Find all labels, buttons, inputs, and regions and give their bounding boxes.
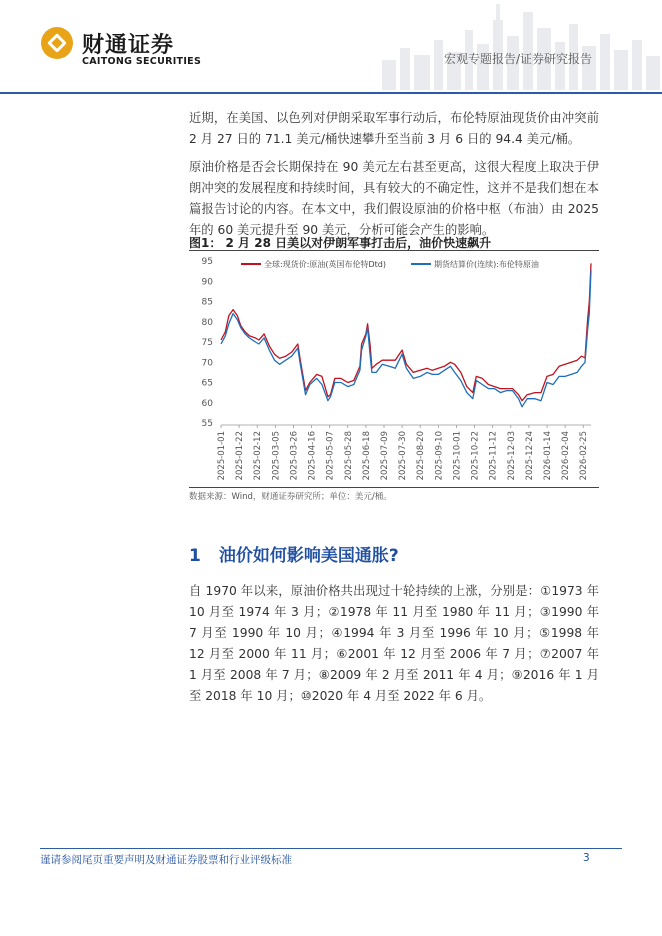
y-tick-label: 55 — [201, 419, 213, 429]
x-tick-label: 2026-01-14 — [543, 431, 554, 481]
y-tick-label: 85 — [201, 297, 213, 308]
x-tick-label: 2025-12-03 — [506, 431, 517, 481]
y-tick-label: 75 — [201, 338, 213, 348]
footer-disclaimer: 谨请参阅尾页重要声明及财通证券股票和行业评级标准 — [40, 854, 292, 866]
x-tick-label: 2025-08-20 — [416, 431, 427, 481]
x-tick-label: 2026-02-25 — [579, 431, 590, 481]
legend-label-2: 期货结算价(连续):布伦特原油 — [434, 260, 539, 269]
x-tick-label: 2025-04-16 — [307, 431, 318, 481]
legend-label-1: 全球:现货价:原油(英国布伦特Dtd) — [264, 260, 387, 269]
caitong-logo-icon — [40, 26, 74, 60]
paragraph-oil-price-surge: 近期，在美国、以色列对伊朗采取军事行动后，布伦特原油现货价由冲突前 2 月 27 日的 71.1 美元/桶快速攀升至当前 3 月 6 日的 94.4 美元/桶。 — [189, 111, 599, 146]
page-header — [0, 0, 662, 96]
logo-chinese-name: 财通证券 — [82, 33, 175, 58]
x-tick-label: 2025-07-30 — [398, 431, 409, 481]
figure-source-note: 数据来源：Wind，财通证券研究所；单位：美元/桶。 — [189, 492, 392, 502]
x-tick-label: 2025-01-22 — [235, 431, 246, 481]
series-line-2 — [221, 270, 591, 407]
x-tick-label: 2025-09-10 — [434, 431, 445, 481]
figure-bottom-rule — [189, 487, 599, 488]
x-tick-label: 2025-05-07 — [325, 431, 336, 481]
x-tick-label: 2025-10-22 — [470, 431, 481, 481]
x-tick-label: 2025-07-09 — [380, 431, 391, 481]
y-tick-label: 95 — [201, 257, 213, 267]
y-tick-label: 70 — [201, 358, 213, 369]
x-tick-label: 2025-06-18 — [361, 431, 372, 481]
x-tick-label: 2025-03-26 — [289, 431, 300, 481]
y-tick-label: 80 — [201, 317, 213, 328]
page-number: 3 — [583, 852, 590, 864]
x-axis — [217, 425, 591, 480]
x-tick-label: 2025-10-01 — [452, 431, 463, 481]
section-heading — [189, 541, 399, 566]
y-tick-label: 60 — [201, 398, 213, 409]
x-tick-label: 2025-12-24 — [524, 431, 535, 481]
x-tick-label: 2025-11-12 — [488, 431, 499, 481]
x-tick-label: 2025-01-01 — [217, 431, 227, 481]
series-line-1 — [221, 263, 591, 400]
paragraph-assumption: 原油价格是否会长期保持在 90 美元左右甚至更高，这很大程度上取决于伊朗冲突的发展程度和持续时间，具有较大的不确定性，这并不是我们想在本篇报告讨论的内容。在本文中，我们假设原油的价格中枢（布油）由 2025 年的 60 美元提升至 90 美元，分析可能会产生的影响。 — [189, 160, 599, 237]
report-type-label: 宏观专题报告/证券研究报告 — [443, 52, 592, 66]
city-skyline-watermark — [362, 0, 662, 90]
y-tick-label: 65 — [201, 378, 213, 389]
section-title-text: 油价如何影响美国通胀? — [218, 546, 399, 566]
section-number: 1 — [189, 546, 201, 566]
x-tick-label: 2025-05-28 — [343, 431, 354, 481]
chart-legend — [241, 259, 539, 269]
x-tick-label: 2025-03-05 — [271, 431, 282, 481]
footer-divider — [40, 848, 622, 849]
oil-price-line-chart — [189, 251, 599, 487]
logo-english-name: CAITONG SECURITIES — [82, 56, 202, 67]
header-divider — [0, 92, 662, 94]
x-tick-label: 2026-02-04 — [561, 431, 572, 481]
y-axis — [202, 257, 214, 429]
paragraph-historical-rallies: 自 1970 年以来，原油价格共出现过十轮持续的上涨，分别是：①1973 年 10 月至 1974 年 3 月；②1978 年 11 月至 1980 年 11 月；③1990 年 7 月至 1990 年 10 月；④1994 年 3 月至 1996 年 10 月；⑤1998 年 12 月至 2000 年 11 月；⑥2001 年 12 月至 2006 年 7 月；⑦2007 年 1 月至 2008 年 7 月；⑧2009 年 2 月至 2011 年 4 月；⑨2016 年 1 月至 2018 年 10 月；⑩2020 年 4 月至 2022 年 6 月。 — [189, 584, 599, 703]
x-tick-label: 2025-02-12 — [253, 431, 264, 481]
figure-title: 图1： 2 月 28 日美以对伊朗军事打击后，油价快速飙升 — [189, 236, 492, 250]
y-tick-label: 90 — [201, 277, 213, 288]
series-layer — [221, 263, 591, 406]
